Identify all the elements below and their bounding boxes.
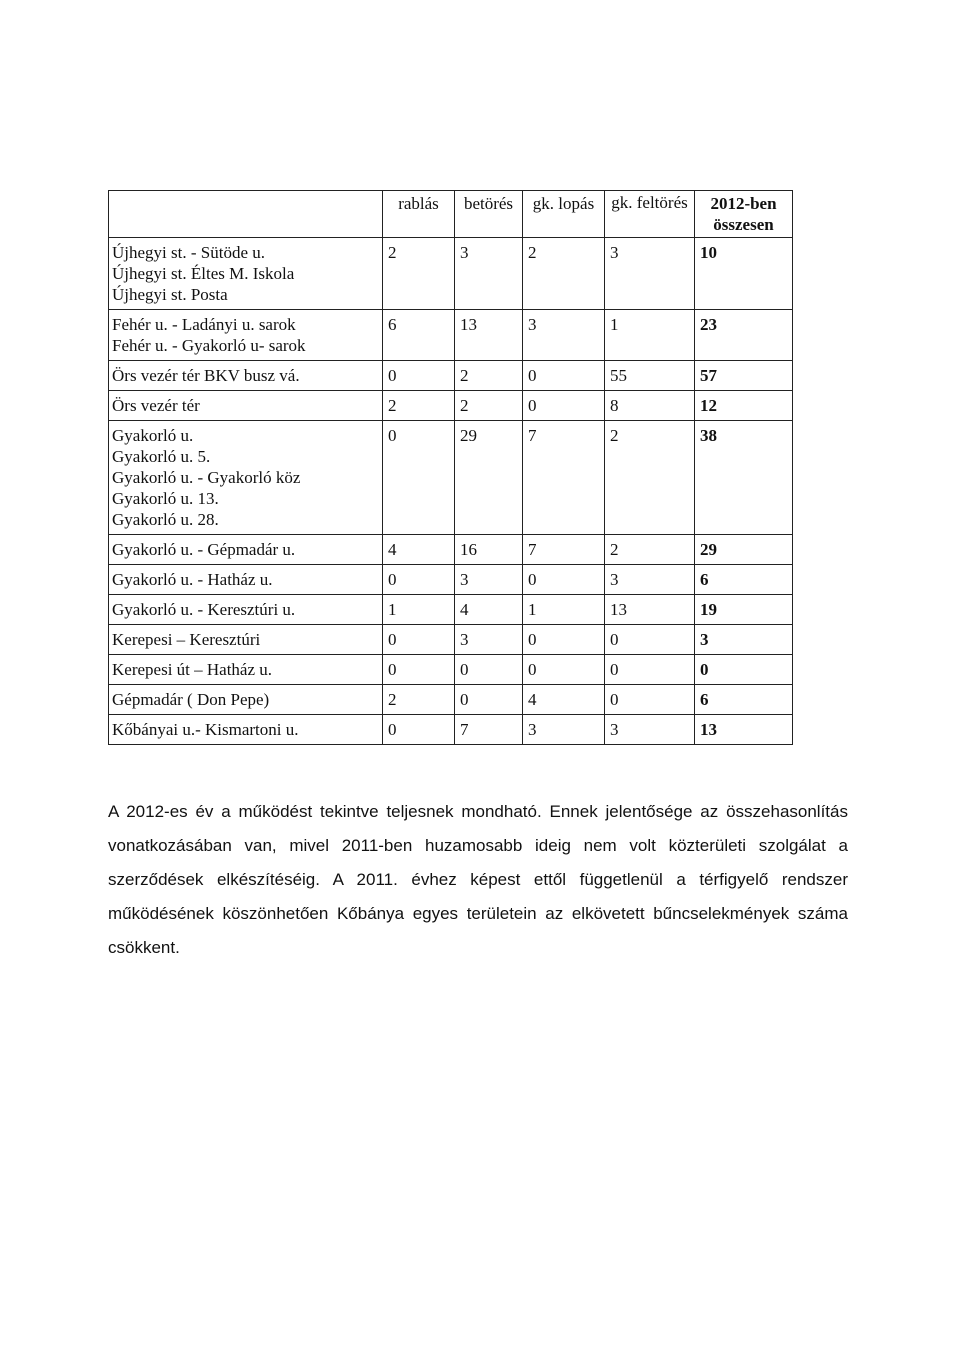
location-cell xyxy=(109,238,383,310)
robbery-cell: 4 xyxy=(383,535,455,565)
location-line: Újhegyi st. - Sütöde u. xyxy=(112,243,265,262)
robbery-cell: 0 xyxy=(383,565,455,595)
robbery-cell: 0 xyxy=(383,655,455,685)
total-cell: 6 xyxy=(695,565,793,595)
car-breakin-cell: 2 xyxy=(605,535,695,565)
car-theft-cell: 0 xyxy=(523,625,605,655)
location-cell xyxy=(109,421,383,535)
header-robbery: rablás xyxy=(383,191,455,238)
summary-paragraph: A 2012-es év a működést tekintve teljesnek mondható. Ennek jelentősége az összehasonlítás vonatkozásában van, mivel 2011-ben huzamosabb ideig nem volt közterületi szolgálat a szerződések elkészítéséig. A 2011. évhez képest ettől függetlenül a térfigyelő rendszer működésének köszönhetően Kőbánya egyes területein az elkövetett bűncselekmények száma csökkent. xyxy=(108,802,848,957)
total-cell: 57 xyxy=(695,361,793,391)
robbery-cell: 6 xyxy=(383,310,455,361)
robbery-cell: 2 xyxy=(383,238,455,310)
total-cell: 38 xyxy=(695,421,793,535)
robbery-cell: 0 xyxy=(383,715,455,745)
total-cell: 6 xyxy=(695,685,793,715)
header-total-2012: 2012-ben összesen xyxy=(695,191,793,238)
table-row xyxy=(109,421,793,535)
robbery-cell: 0 xyxy=(383,421,455,535)
burglary-cell: 29 xyxy=(455,421,523,535)
burglary-cell: 3 xyxy=(455,565,523,595)
location-line: Gépmadár ( Don Pepe) xyxy=(112,690,270,709)
location-line: Gyakorló u. - Gyakorló köz xyxy=(112,468,301,487)
location-cell xyxy=(109,310,383,361)
location-line: Gyakorló u. - Hatház u. xyxy=(112,570,273,589)
burglary-cell: 4 xyxy=(455,595,523,625)
table-row xyxy=(109,238,793,310)
location-line: Fehér u. - Ladányi u. sarok xyxy=(112,315,296,334)
location-line: Örs vezér tér BKV busz vá. xyxy=(112,366,300,385)
table-row xyxy=(109,565,793,595)
location-cell xyxy=(109,565,383,595)
location-line: Fehér u. - Gyakorló u- sarok xyxy=(112,336,306,355)
table-header-row xyxy=(109,191,793,238)
table-row xyxy=(109,595,793,625)
total-cell: 29 xyxy=(695,535,793,565)
total-cell: 3 xyxy=(695,625,793,655)
car-breakin-cell: 3 xyxy=(605,238,695,310)
header-location xyxy=(109,191,383,238)
total-cell: 0 xyxy=(695,655,793,685)
total-cell: 19 xyxy=(695,595,793,625)
car-theft-cell: 2 xyxy=(523,238,605,310)
location-line: Újhegyi st. Éltes M. Iskola xyxy=(112,264,295,283)
location-line: Gyakorló u. - Keresztúri u. xyxy=(112,600,296,619)
location-cell xyxy=(109,595,383,625)
car-breakin-cell: 0 xyxy=(605,685,695,715)
car-theft-cell: 0 xyxy=(523,655,605,685)
table-row xyxy=(109,685,793,715)
robbery-cell: 1 xyxy=(383,595,455,625)
total-cell: 23 xyxy=(695,310,793,361)
table-row xyxy=(109,625,793,655)
crime-statistics-table xyxy=(108,190,793,745)
total-cell: 13 xyxy=(695,715,793,745)
table-row xyxy=(109,391,793,421)
location-line: Gyakorló u. xyxy=(112,426,194,445)
location-cell xyxy=(109,361,383,391)
car-theft-cell: 7 xyxy=(523,421,605,535)
location-cell xyxy=(109,625,383,655)
burglary-cell: 0 xyxy=(455,685,523,715)
car-breakin-cell: 8 xyxy=(605,391,695,421)
location-cell xyxy=(109,535,383,565)
car-theft-cell: 4 xyxy=(523,685,605,715)
car-theft-cell: 1 xyxy=(523,595,605,625)
car-breakin-cell: 55 xyxy=(605,361,695,391)
car-theft-cell: 3 xyxy=(523,310,605,361)
table-row xyxy=(109,655,793,685)
table-row xyxy=(109,535,793,565)
location-cell xyxy=(109,655,383,685)
car-breakin-cell: 0 xyxy=(605,625,695,655)
location-cell xyxy=(109,685,383,715)
car-theft-cell: 3 xyxy=(523,715,605,745)
total-cell: 10 xyxy=(695,238,793,310)
car-theft-cell: 0 xyxy=(523,361,605,391)
car-breakin-cell: 2 xyxy=(605,421,695,535)
burglary-cell: 7 xyxy=(455,715,523,745)
car-theft-cell: 0 xyxy=(523,565,605,595)
header-burglary: betörés xyxy=(455,191,523,238)
header-car-breakin: gk. feltörés xyxy=(605,191,695,238)
robbery-cell: 0 xyxy=(383,361,455,391)
car-breakin-cell: 1 xyxy=(605,310,695,361)
burglary-cell: 2 xyxy=(455,361,523,391)
location-line: Gyakorló u. 5. xyxy=(112,447,211,466)
burglary-cell: 3 xyxy=(455,625,523,655)
location-line: Kerepesi út – Hatház u. xyxy=(112,660,273,679)
burglary-cell: 2 xyxy=(455,391,523,421)
car-theft-cell: 7 xyxy=(523,535,605,565)
car-breakin-cell: 13 xyxy=(605,595,695,625)
location-line: Gyakorló u. 28. xyxy=(112,510,219,529)
burglary-cell: 13 xyxy=(455,310,523,361)
car-breakin-cell: 3 xyxy=(605,565,695,595)
location-line: Újhegyi st. Posta xyxy=(112,285,228,304)
location-line: Gyakorló u. 13. xyxy=(112,489,219,508)
car-breakin-cell: 0 xyxy=(605,655,695,685)
burglary-cell: 16 xyxy=(455,535,523,565)
location-cell xyxy=(109,715,383,745)
location-line: Örs vezér tér xyxy=(112,396,200,415)
header-car-theft: gk. lopás xyxy=(523,191,605,238)
total-cell: 12 xyxy=(695,391,793,421)
robbery-cell: 2 xyxy=(383,391,455,421)
location-line: Gyakorló u. - Gépmadár u. xyxy=(112,540,296,559)
table-row xyxy=(109,715,793,745)
location-cell xyxy=(109,391,383,421)
robbery-cell: 2 xyxy=(383,685,455,715)
location-line: Kerepesi – Keresztúri xyxy=(112,630,261,649)
car-theft-cell: 0 xyxy=(523,391,605,421)
burglary-cell: 0 xyxy=(455,655,523,685)
car-breakin-cell: 3 xyxy=(605,715,695,745)
location-line: Kőbányai u.- Kismartoni u. xyxy=(112,720,299,739)
table-row xyxy=(109,361,793,391)
robbery-cell: 0 xyxy=(383,625,455,655)
burglary-cell: 3 xyxy=(455,238,523,310)
table-row xyxy=(109,310,793,361)
